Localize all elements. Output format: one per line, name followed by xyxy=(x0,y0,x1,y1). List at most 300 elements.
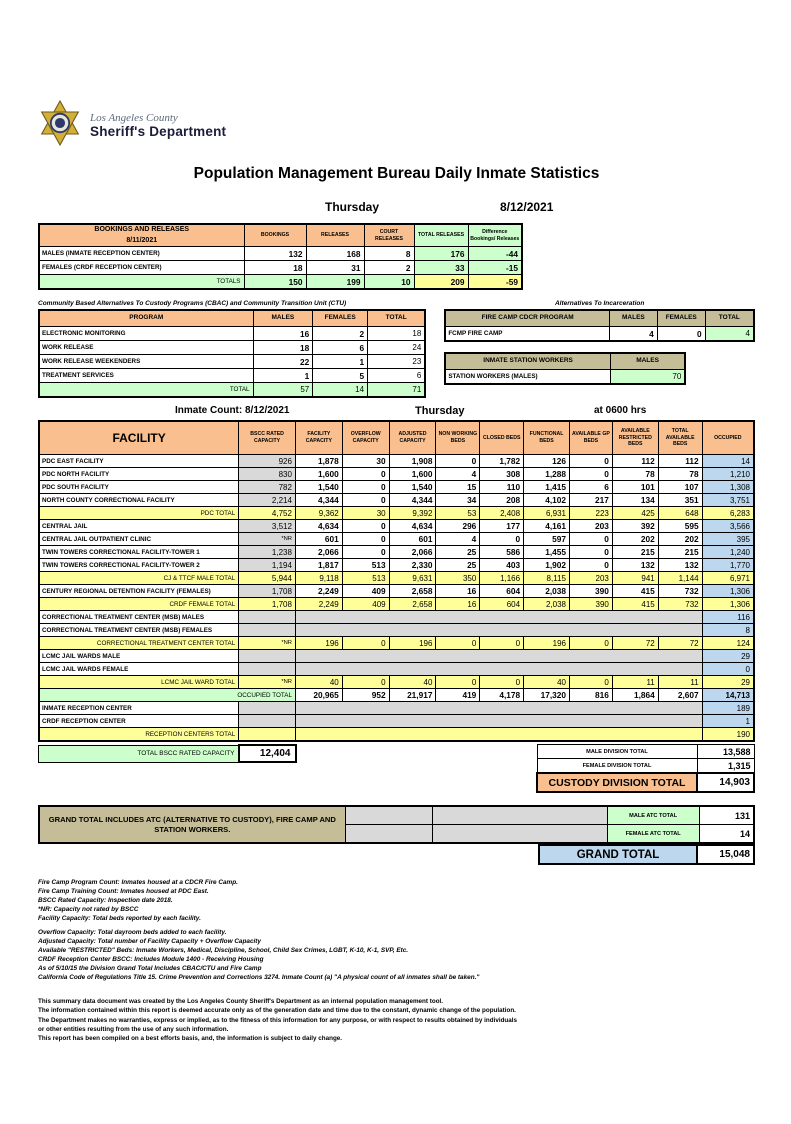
male-division-row xyxy=(537,745,754,759)
cell-value: 134 xyxy=(612,494,658,507)
cell-value: 217 xyxy=(569,494,612,507)
cell-value: 1,817 xyxy=(295,559,342,572)
cell-value: 0 xyxy=(569,546,612,559)
merged-cell xyxy=(295,624,702,637)
grand-total-label: GRAND TOTAL xyxy=(539,845,697,864)
cell-value: 0 xyxy=(342,494,389,507)
total-value: 40 xyxy=(524,676,570,689)
facility-label: CORRECTIONAL TREATMENT CENTER (MSB) FEMALES xyxy=(39,624,239,637)
merged-cell xyxy=(295,715,702,728)
footnotes xyxy=(38,879,755,983)
cell-value: 1,908 xyxy=(389,455,436,468)
custody-division-label: CUSTODY DIVISION TOTAL xyxy=(537,773,697,792)
cell-value: 1,600 xyxy=(389,468,436,481)
cell-value: 586 xyxy=(480,546,524,559)
cell-value: 1,878 xyxy=(295,455,342,468)
day-date-row xyxy=(38,200,755,215)
cell-value: 208 xyxy=(480,494,524,507)
occupied-cell: 3,566 xyxy=(702,520,754,533)
total-value: 513 xyxy=(342,572,389,585)
facility-row xyxy=(39,468,754,481)
total-value: 604 xyxy=(480,598,524,611)
cell-value: 78 xyxy=(612,468,658,481)
total-value: 196 xyxy=(524,637,570,650)
cell-value: 1,902 xyxy=(524,559,570,572)
total-value: 1,144 xyxy=(658,572,702,585)
cell-value: 215 xyxy=(658,546,702,559)
cell-value: 132 xyxy=(612,559,658,572)
male-atc-label: MALE ATC TOTAL xyxy=(607,806,699,825)
facility-label: CORRECTIONAL TREATMENT CENTER (MSB) MALES xyxy=(39,611,239,624)
total-value: 53 xyxy=(436,507,480,520)
agency-name xyxy=(90,112,226,139)
totals-row xyxy=(39,383,425,398)
bscc-cell: 2,214 xyxy=(239,494,296,507)
footnote-line: Facility Capacity: Total beds reported by each facility. xyxy=(38,914,201,922)
footnote-line: California Code of Regulations Title 15. Crime Prevention and Corrections 3274. Inmate Count (a) "A physical count of all inmates shall be taken." xyxy=(38,973,480,981)
bookings-table xyxy=(38,223,523,290)
column-header: TOTAL RELEASES xyxy=(414,224,468,247)
facility-label: CENTURY REGIONAL DETENTION FACILITY (FEMALES) xyxy=(39,585,239,598)
row-label: TREATMENT SERVICES xyxy=(39,369,253,383)
totals-value: 150 xyxy=(244,275,306,290)
totals-label: TOTALS xyxy=(39,275,244,290)
bscc-cell: 926 xyxy=(239,455,296,468)
grand-box-row xyxy=(39,806,754,825)
footnote-line: Fire Camp Program Count: Inmates housed at a CDCR Fire Camp. xyxy=(38,879,238,886)
cell-value: 0 xyxy=(480,533,524,546)
cell-value: 25 xyxy=(436,546,480,559)
totals-row xyxy=(39,572,754,585)
totals-value: 199 xyxy=(306,275,364,290)
cell-value: 18 xyxy=(253,341,313,355)
cell-value: 351 xyxy=(658,494,702,507)
cell-value: 23 xyxy=(368,355,426,369)
occupied-cell: 8 xyxy=(702,624,754,637)
facility-row xyxy=(39,494,754,507)
facility-label: CENTRAL JAIL xyxy=(39,520,239,533)
disclaimer-line: or other entities resulting from the use of any such information. xyxy=(38,1025,229,1033)
inmate-count-day: Thursday xyxy=(415,405,465,417)
agency-county: Los Angeles County xyxy=(90,111,178,124)
total-value: 40 xyxy=(389,676,436,689)
cell-value: 4,344 xyxy=(295,494,342,507)
bscc-cell: 1,238 xyxy=(239,546,296,559)
cell-value: 4 xyxy=(436,468,480,481)
total-value: 223 xyxy=(569,507,612,520)
cell-value: 2,658 xyxy=(389,585,436,598)
total-value: 72 xyxy=(612,637,658,650)
merged-cell xyxy=(295,663,702,676)
occupied-cell: 116 xyxy=(702,611,754,624)
bscc-total-table xyxy=(38,744,297,763)
inmate-count-header xyxy=(38,405,755,418)
table-row xyxy=(39,327,425,341)
cell-value: 112 xyxy=(658,455,702,468)
total-value: 2,408 xyxy=(480,507,524,520)
column-header: MALES xyxy=(609,310,657,327)
cell-value: 0 xyxy=(569,533,612,546)
total-value: 72 xyxy=(658,637,702,650)
cell-value: -44 xyxy=(468,247,522,261)
cell-value: 2,066 xyxy=(295,546,342,559)
cell-value: 177 xyxy=(480,520,524,533)
facility-label: TWIN TOWERS CORRECTIONAL FACILITY-TOWER 1 xyxy=(39,546,239,559)
cell-value: 8 xyxy=(364,247,414,261)
totals-row xyxy=(39,676,754,689)
facility-row xyxy=(39,455,754,468)
occupied-cell: 189 xyxy=(702,702,754,715)
cell-value: 203 xyxy=(569,520,612,533)
total-value: 30 xyxy=(342,507,389,520)
custody-division-row xyxy=(537,773,754,792)
total-value: 6,931 xyxy=(524,507,570,520)
facility-row xyxy=(39,585,754,598)
total-value: 1,864 xyxy=(612,689,658,702)
female-atc-value: 14 xyxy=(699,825,754,844)
grand-total-row xyxy=(38,844,755,865)
merged-cell xyxy=(295,611,702,624)
occupied-cell: 29 xyxy=(702,676,754,689)
totals-value: 10 xyxy=(364,275,414,290)
merged-cell xyxy=(295,728,702,742)
cell-value: 6 xyxy=(569,481,612,494)
column-header: ADJUSTED CAPACITY xyxy=(389,421,436,455)
cell-value: 176 xyxy=(414,247,468,261)
total-value: 648 xyxy=(658,507,702,520)
cell-value: 296 xyxy=(436,520,480,533)
bscc-cell: 1,708 xyxy=(239,585,296,598)
sheriff-star-icon xyxy=(38,100,82,151)
ati-section xyxy=(444,300,755,385)
bscc-cell xyxy=(239,650,296,663)
total-label: PDC TOTAL xyxy=(39,507,239,520)
cell-value: 601 xyxy=(389,533,436,546)
cbac-header-row xyxy=(39,310,425,327)
total-value: 0 xyxy=(436,676,480,689)
male-division-value: 13,588 xyxy=(697,745,754,759)
grand-total-box xyxy=(38,805,755,844)
total-label: CORRECTIONAL TREATMENT CENTER TOTAL xyxy=(39,637,239,650)
facility-label: PDC SOUTH FACILITY xyxy=(39,481,239,494)
total-value: 425 xyxy=(612,507,658,520)
column-header: AVAILABLE RESTRICTED BEDS xyxy=(612,421,658,455)
agency-department: Sheriff's Department xyxy=(90,124,227,140)
merged-cell xyxy=(295,702,702,715)
cell-value: 101 xyxy=(612,481,658,494)
footnote-line: As of 5/10/15 the Division Grand Total Includes CBAC/CTU and Fire Camp xyxy=(38,964,262,972)
cell-value: 0 xyxy=(342,546,389,559)
page-title: Population Management Bureau Daily Inmate Statistics xyxy=(193,165,600,182)
facility-label: NORTH COUNTY CORRECTIONAL FACILITY xyxy=(39,494,239,507)
total-value: 11 xyxy=(658,676,702,689)
cell-value: 1,455 xyxy=(524,546,570,559)
bscc-total-row xyxy=(39,745,296,762)
cell-value: 0 xyxy=(569,468,612,481)
bscc-total-value: 12,404 xyxy=(239,745,296,762)
cell-value: 0 xyxy=(342,533,389,546)
female-division-label: FEMALE DIVISION TOTAL xyxy=(537,759,697,774)
inmate-count-label: Inmate Count: 8/12/2021 xyxy=(175,405,290,416)
totals-row xyxy=(39,728,754,742)
row-label: FEMALES (CRDF RECEPTION CENTER) xyxy=(39,261,244,275)
facility-row xyxy=(39,559,754,572)
male-division-label: MALE DIVISION TOTAL xyxy=(537,745,697,759)
cbac-table xyxy=(38,309,426,398)
total-value: 941 xyxy=(612,572,658,585)
cell-value: 2,249 xyxy=(295,585,342,598)
column-header: FEMALES xyxy=(313,310,368,327)
total-value: 16 xyxy=(436,598,480,611)
cell-value: 34 xyxy=(436,494,480,507)
total-value: 816 xyxy=(569,689,612,702)
facility-row xyxy=(39,481,754,494)
facility-label: PDC NORTH FACILITY xyxy=(39,468,239,481)
row-label: WORK RELEASE xyxy=(39,341,253,355)
cbac-title: Community Based Alternatives To Custody Programs (CBAC) and Community Transition Unit (CTU) xyxy=(38,300,347,307)
cell-value: 33 xyxy=(414,261,468,275)
occupied-cell: 3,751 xyxy=(702,494,754,507)
bscc-cell: *NR xyxy=(239,676,296,689)
total-value: 0 xyxy=(569,637,612,650)
table-row xyxy=(39,663,754,676)
cell-value: 601 xyxy=(295,533,342,546)
total-value: 419 xyxy=(436,689,480,702)
total-label: CJ & TTCF MALE TOTAL xyxy=(39,572,239,585)
cell-value: 392 xyxy=(612,520,658,533)
total-value: 0 xyxy=(480,637,524,650)
cell-value: 513 xyxy=(342,559,389,572)
total-value: 203 xyxy=(569,572,612,585)
column-header: TOTAL xyxy=(705,310,754,327)
footnote-line: Adjusted Capacity: Total number of Facility Capacity + Overflow Capacity xyxy=(38,937,261,945)
cell-value: 4,102 xyxy=(524,494,570,507)
column-header: MALES xyxy=(610,353,685,370)
column-header: Difference Bookings/ Releases xyxy=(468,224,522,247)
bookings-header-title: BOOKINGS AND RELEASES xyxy=(94,226,190,233)
cell-value: 132 xyxy=(658,559,702,572)
facility-row xyxy=(39,533,754,546)
cell-value: 107 xyxy=(658,481,702,494)
cell-value: 1,540 xyxy=(389,481,436,494)
column-header: NON WORKING BEDS xyxy=(436,421,480,455)
table-row xyxy=(39,247,522,261)
bscc-cell xyxy=(239,728,296,742)
cell-value: 15 xyxy=(436,481,480,494)
cell-value: 1,782 xyxy=(480,455,524,468)
cell-value: 22 xyxy=(253,355,313,369)
cell-value: 6 xyxy=(368,369,426,383)
occupied-cell: 6,971 xyxy=(702,572,754,585)
cell-value: 1,540 xyxy=(295,481,342,494)
occupied-cell: 1,210 xyxy=(702,468,754,481)
bscc-cell: *NR xyxy=(239,637,296,650)
cell-value: 18 xyxy=(368,327,426,341)
total-value: 21,917 xyxy=(389,689,436,702)
facility-label: LCMC JAIL WARDS MALE xyxy=(39,650,239,663)
totals-row xyxy=(39,689,754,702)
totals-value: 57 xyxy=(253,383,313,398)
table-row xyxy=(445,327,754,342)
bottom-totals-row xyxy=(38,744,755,793)
cell-value: 4 xyxy=(705,327,754,342)
footnote-line: *NR: Capacity not rated by BSCC xyxy=(38,905,139,913)
grand-total-inner-row xyxy=(539,845,754,864)
cell-value: 0 xyxy=(436,455,480,468)
total-label: LCMC JAIL WARD TOTAL xyxy=(39,676,239,689)
merged-cell xyxy=(295,650,702,663)
disclaimer xyxy=(38,997,755,1044)
column-header: FACILITY CAPACITY xyxy=(295,421,342,455)
division-totals-table xyxy=(536,744,755,793)
total-value: 9,631 xyxy=(389,572,436,585)
bscc-cell: 1,194 xyxy=(239,559,296,572)
bookings-header-date: 8/11/2021 xyxy=(126,236,158,244)
cbac-section xyxy=(38,300,426,398)
totals-value: -59 xyxy=(468,275,522,290)
total-value: 2,038 xyxy=(524,598,570,611)
cell-value: 0 xyxy=(342,520,389,533)
fire-header-row xyxy=(445,310,754,327)
cell-value: 597 xyxy=(524,533,570,546)
total-value: 196 xyxy=(389,637,436,650)
report-date: 8/12/2021 xyxy=(500,200,554,214)
total-value: 952 xyxy=(342,689,389,702)
table-row xyxy=(39,369,425,383)
station-header-row xyxy=(445,353,685,370)
cell-value: 168 xyxy=(306,247,364,261)
column-header: INMATE STATION WORKERS xyxy=(445,353,610,370)
cell-value: 4,344 xyxy=(389,494,436,507)
occupied-cell: 1,308 xyxy=(702,481,754,494)
facility-row xyxy=(39,546,754,559)
division-totals xyxy=(536,744,755,793)
occupied-cell: 1,240 xyxy=(702,546,754,559)
bscc-cell: *NR xyxy=(239,533,296,546)
totals-row xyxy=(39,637,754,650)
cell-value: 0 xyxy=(342,468,389,481)
footnote-line: Fire Camp Training Count: Inmates housed at PDC East. xyxy=(38,887,209,895)
cell-value: 1 xyxy=(313,355,368,369)
total-value: 8,115 xyxy=(524,572,570,585)
total-value: 0 xyxy=(569,676,612,689)
row-label: MALES (INMATE RECEPTION CENTER) xyxy=(39,247,244,261)
bscc-cell xyxy=(239,624,296,637)
total-value: 415 xyxy=(612,598,658,611)
column-header: FEMALES xyxy=(657,310,705,327)
cell-value: 2,066 xyxy=(389,546,436,559)
row-label: FCMP FIRE CAMP xyxy=(445,327,609,342)
bscc-cell: 782 xyxy=(239,481,296,494)
footnote-line: CRDF Reception Center BSCC: Includes Module 1400 - Receiving Housing xyxy=(38,955,264,963)
totals-value: 14 xyxy=(313,383,368,398)
totals-row xyxy=(39,598,754,611)
column-header: BOOKINGS xyxy=(244,224,306,247)
bscc-cell xyxy=(239,611,296,624)
filler-cell xyxy=(433,806,607,825)
table-row xyxy=(39,341,425,355)
cell-value: 4 xyxy=(436,533,480,546)
cell-value: 215 xyxy=(612,546,658,559)
occupied-cell: 14 xyxy=(702,455,754,468)
facility-label: CRDF RECEPTION CENTER xyxy=(39,715,239,728)
cell-value: 70 xyxy=(610,370,685,385)
column-header: COURT RELEASES xyxy=(364,224,414,247)
table-row xyxy=(39,650,754,663)
table-row xyxy=(445,370,685,385)
footnote-line: BSCC Rated Capacity: Inspection date 2018. xyxy=(38,896,173,904)
facility-table xyxy=(38,420,755,742)
total-value: 0 xyxy=(480,676,524,689)
grand-total-note: GRAND TOTAL INCLUDES ATC (ALTERNATIVE TO CUSTODY), FIRE CAMP AND STATION WORKERS. xyxy=(39,806,345,843)
cell-value: 202 xyxy=(612,533,658,546)
cell-value: 132 xyxy=(244,247,306,261)
cell-value: 202 xyxy=(658,533,702,546)
cell-value: 16 xyxy=(253,327,313,341)
total-value: 40 xyxy=(295,676,342,689)
female-division-value: 1,315 xyxy=(697,759,754,774)
occupied-cell: 1,306 xyxy=(702,598,754,611)
cell-value: 30 xyxy=(342,455,389,468)
cell-value: 4 xyxy=(609,327,657,342)
agency-brand xyxy=(38,100,755,151)
totals-row xyxy=(39,507,754,520)
custody-division-value: 14,903 xyxy=(697,773,754,792)
total-label: OCCUPIED TOTAL xyxy=(39,689,295,702)
facility-label: INMATE RECEPTION CENTER xyxy=(39,702,239,715)
total-value: 390 xyxy=(569,598,612,611)
cell-value: 0 xyxy=(569,559,612,572)
bscc-total-label: TOTAL BSCC RATED CAPACITY xyxy=(39,745,239,762)
female-atc-label: FEMALE ATC TOTAL xyxy=(607,825,699,844)
facility-row xyxy=(39,520,754,533)
column-header: FUNCTIONAL BEDS xyxy=(524,421,570,455)
male-atc-value: 131 xyxy=(699,806,754,825)
occupied-cell: 1,770 xyxy=(702,559,754,572)
column-header: BSCC RATED CAPACITY xyxy=(239,421,296,455)
cell-value: 1,288 xyxy=(524,468,570,481)
column-header: TOTAL AVAILABLE BEDS xyxy=(658,421,702,455)
grand-total-table xyxy=(538,844,755,865)
bscc-cell xyxy=(239,702,296,715)
facility-label: TWIN TOWERS CORRECTIONAL FACILITY-TOWER 2 xyxy=(39,559,239,572)
row-label: STATION WORKERS (MALES) xyxy=(445,370,610,385)
footnote-line: Overflow Capacity: Total dayroom beds added to each facility. xyxy=(38,928,227,936)
cell-value: 2 xyxy=(364,261,414,275)
cell-value: 18 xyxy=(244,261,306,275)
total-value: 20,965 xyxy=(295,689,342,702)
disclaimer-line: The information contained within this report is deemed accurate only as of the generation date and time due to the constant, dynamic change of the population. xyxy=(38,1007,516,1015)
footnote-line: Available "RESTRICTED" Beds: Inmate Workers, Medical, Discipline, School, Child Sex Crimes, LGBT, K-10, K-1, SVP, Etc. xyxy=(38,946,409,954)
totals-row xyxy=(39,275,522,290)
cell-value: 1 xyxy=(253,369,313,383)
occupied-cell: 29 xyxy=(702,650,754,663)
female-division-row xyxy=(537,759,754,774)
disclaimer-line: This report has been compiled on a best efforts basis, and, the information is subject to daily change. xyxy=(38,1035,343,1043)
cell-value: 415 xyxy=(612,585,658,598)
cell-value: 4,634 xyxy=(389,520,436,533)
cell-value: 31 xyxy=(306,261,364,275)
cell-value: 595 xyxy=(658,520,702,533)
cell-value: 2,038 xyxy=(524,585,570,598)
occupied-cell: 0 xyxy=(702,663,754,676)
cell-value: 390 xyxy=(569,585,612,598)
cell-value: 2 xyxy=(313,327,368,341)
cell-value: 4,161 xyxy=(524,520,570,533)
table-row xyxy=(39,355,425,369)
bscc-cell: 3,512 xyxy=(239,520,296,533)
occupied-cell: 6,283 xyxy=(702,507,754,520)
